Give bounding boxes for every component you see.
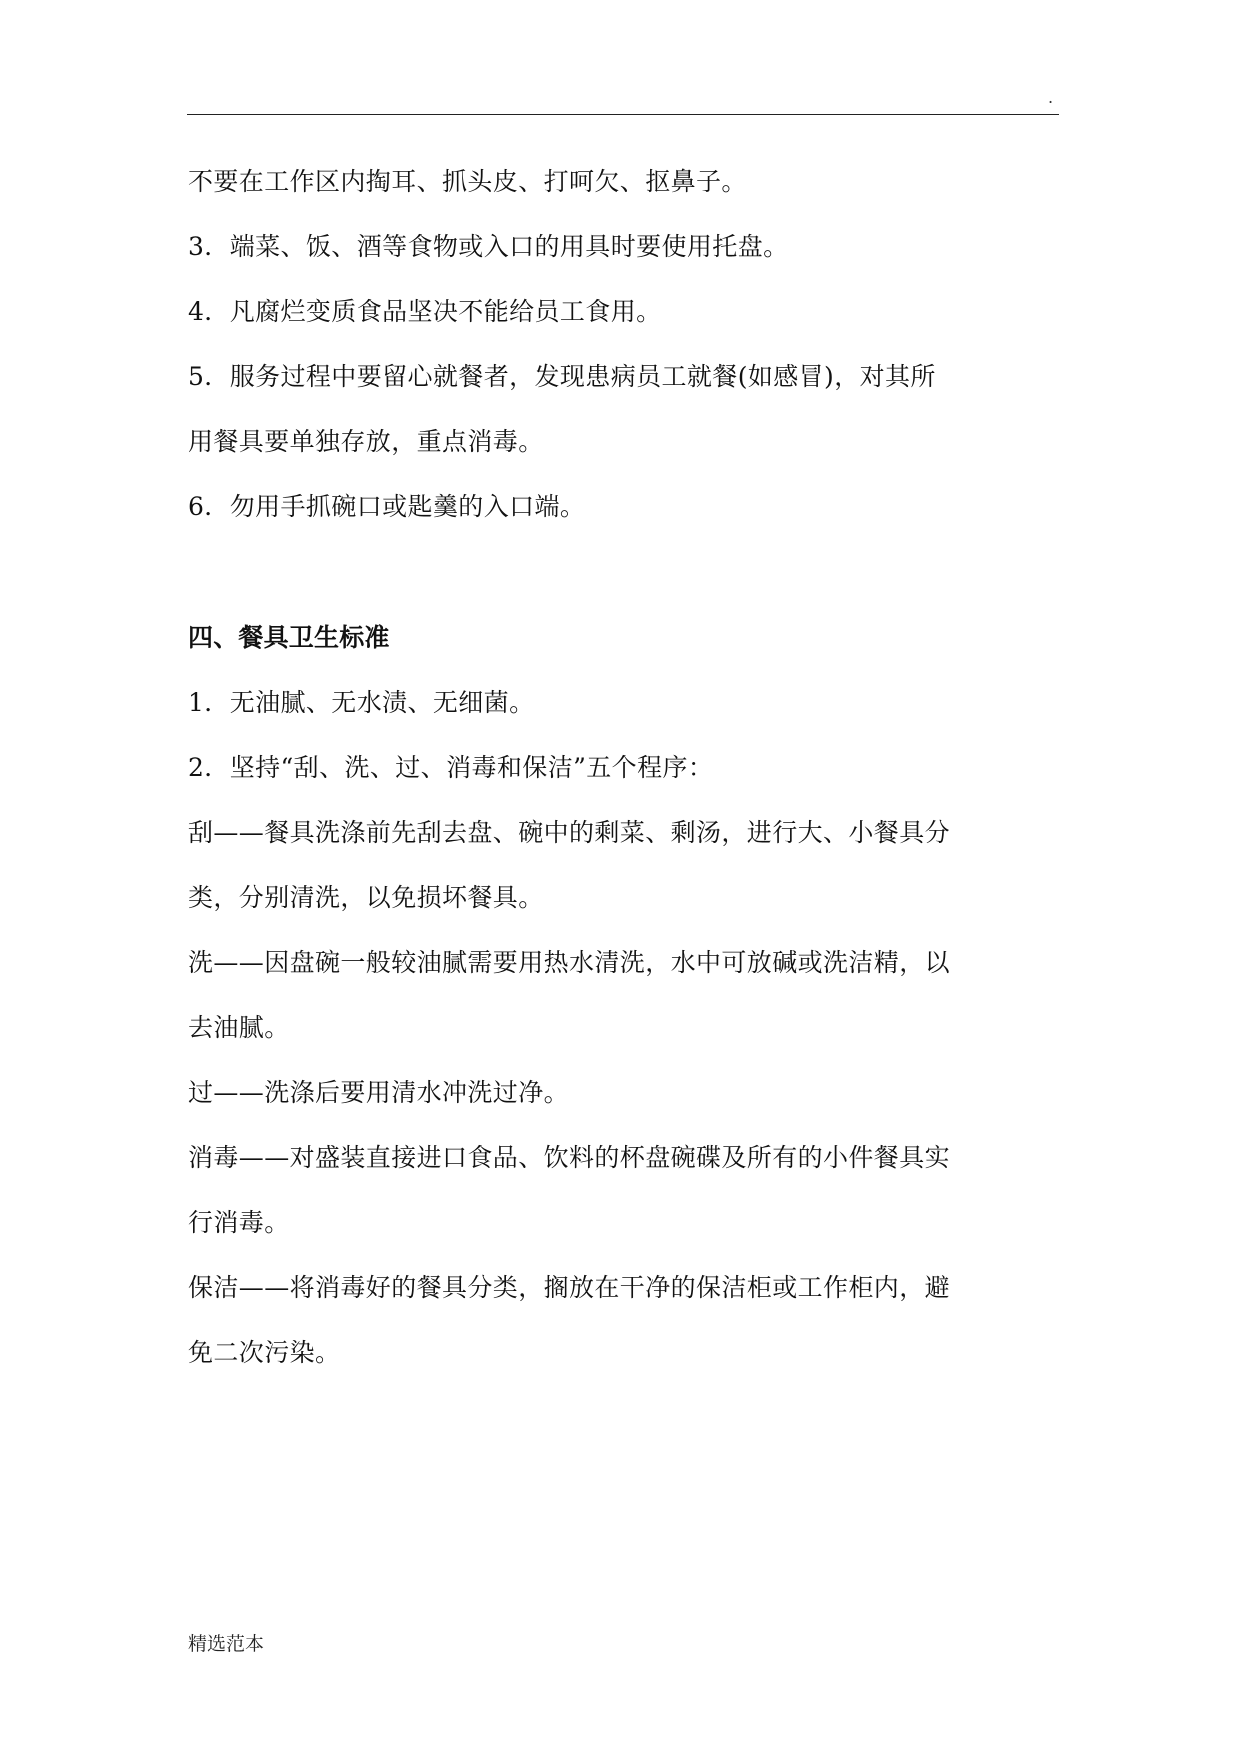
body-line: 不要在工作区内掏耳、抓头皮、打呵欠、抠鼻子。 <box>188 167 747 196</box>
header-divider <box>187 114 1059 115</box>
body-line: 类，分别清洗，以免损坏餐具。 <box>188 883 544 912</box>
list-item-2: 2．坚持“刮、洗、过、消毒和保洁”五个程序： <box>188 753 714 782</box>
body-line: 洗——因盘碗一般较油腻需要用热水清洗，水中可放碱或洗洁精，以 <box>188 948 951 977</box>
body-line: 去油腻。 <box>188 1013 290 1042</box>
body-line: 刮——餐具洗涤前先刮去盘、碗中的剩菜、剩汤，进行大、小餐具分 <box>188 818 951 847</box>
header-marker: . <box>1048 88 1054 107</box>
body-line: 保洁——将消毒好的餐具分类，搁放在干净的保洁柜或工作柜内，避 <box>188 1273 951 1302</box>
body-line: 消毒——对盛装直接进口食品、饮料的杯盘碗碟及所有的小件餐具实 <box>188 1143 951 1172</box>
section-heading: 四、餐具卫生标准 <box>188 623 390 652</box>
list-item-4: 4．凡腐烂变质食品坚决不能给员工食用。 <box>188 297 662 326</box>
list-item-3: 3．端菜、饭、酒等食物或入口的用具时要使用托盘。 <box>188 232 789 261</box>
body-line: 免二次污染。 <box>188 1338 341 1367</box>
list-item-5: 5．服务过程中要留心就餐者，发现患病员工就餐(如感冒)，对其所 <box>188 362 936 391</box>
list-item-6: 6．勿用手抓碗口或匙羹的入口端。 <box>188 492 586 521</box>
body-line: 用餐具要单独存放，重点消毒。 <box>188 427 544 456</box>
body-line: 行消毒。 <box>188 1208 290 1237</box>
list-item-1: 1．无油腻、无水渍、无细菌。 <box>188 688 535 717</box>
body-line: 过——洗涤后要用清水冲洗过净。 <box>188 1078 570 1107</box>
page-footer: 精选范本 <box>188 1633 265 1655</box>
